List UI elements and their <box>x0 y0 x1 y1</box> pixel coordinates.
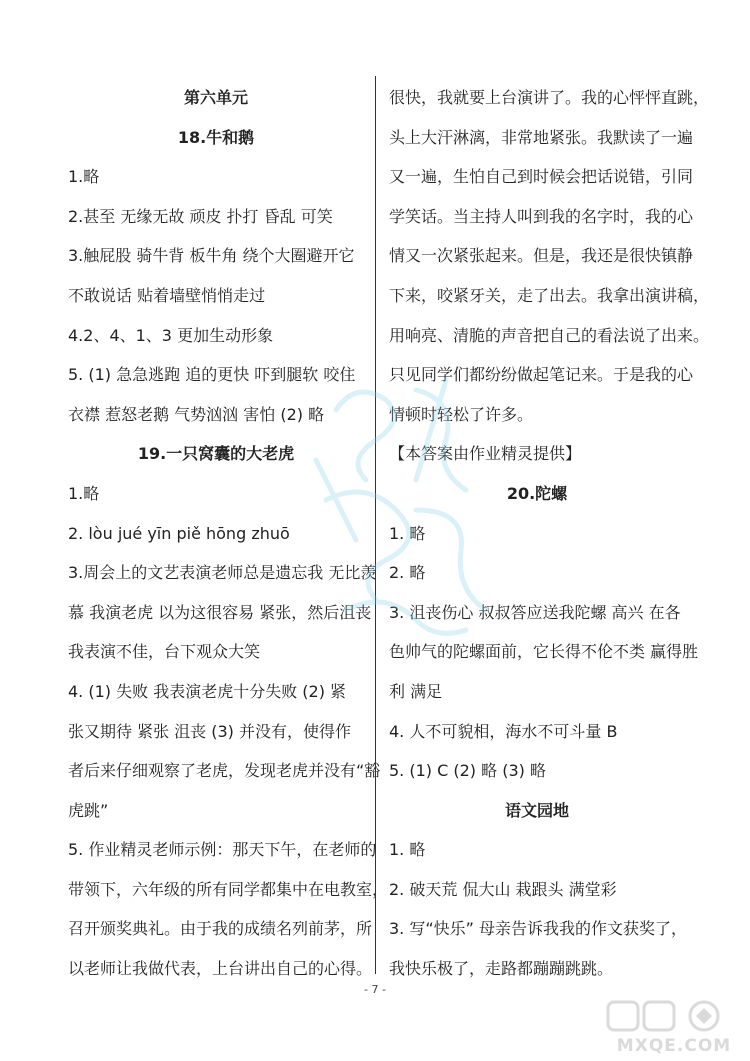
section-heading: 19.一只窝囊的大老虎 <box>137 444 295 464</box>
text-line: 下来，咬紧牙关，走了出去。我拿出演讲稿， <box>389 285 710 305</box>
text-line: 者后来仔细观察了老虎，发现老虎并没有“豁 <box>68 761 381 781</box>
text-line: 情又一次紧张起来。但是，我还是很快镇静 <box>389 246 694 266</box>
text-line: 2. lòu jué yīn piě hōng zhuō <box>68 523 290 543</box>
text-line: 虎跳” <box>68 800 109 820</box>
text-line: 用响亮、清脆的声音把自己的看法说了出来。 <box>389 325 710 345</box>
text-line: 5. (1) C (2) 略 (3) 略 <box>389 761 546 781</box>
text-line: 3.触屁股 骑牛背 板牛角 绕个大圈避开它 <box>68 246 355 266</box>
text-line: 我表演不佳，台下观众大笑 <box>68 642 261 662</box>
text-line: 2. 破天荒 侃大山 栽跟头 满堂彩 <box>389 879 617 899</box>
text-line: 以老师让我做代表，上台讲出自己的心得。 <box>68 959 373 979</box>
section-heading: 第六单元 <box>183 88 248 107</box>
text-line: 1. 略 <box>389 840 426 860</box>
section-heading: 20.陀螺 <box>506 483 568 503</box>
text-line: 4.2、4、1、3 更加生动形象 <box>68 325 274 345</box>
text-line: 【本答案由作业精灵提供】 <box>389 444 582 464</box>
text-line: 3.周会上的文艺表演老师总是遗忘我 无比羡 <box>68 563 377 583</box>
text-line: 学笑话。当主持人叫到我的名字时，我的心 <box>389 206 694 226</box>
corner-logo-icon <box>604 996 744 1036</box>
text-line: 1.略 <box>68 483 100 503</box>
text-line: 不敢说话 贴着墙壁悄悄走过 <box>68 285 266 305</box>
text-line: 很快，我就要上台演讲了。我的心怦怦直跳， <box>389 88 710 107</box>
text-line: 衣襟 惹怒老鹅 气势汹汹 害怕 (2) 略 <box>68 404 325 424</box>
text-line: 利 满足 <box>389 681 443 701</box>
text-line: 4. 人不可貌相，海水不可斗量 B <box>389 721 618 741</box>
text-line: 1.略 <box>68 167 100 187</box>
text-line: 又一遍，生怕自己到时候会把话说错，引同 <box>389 167 694 187</box>
text-line: 慕 我演老虎 以为这很容易 紧张，然后沮丧 <box>68 602 372 622</box>
text-line: 头上大汗淋漓，非常地紧张。我默读了一遍 <box>389 127 694 147</box>
text-line: 5. (1) 急急逃跑 追的更快 吓到腿软 咬住 <box>68 365 356 385</box>
section-heading: 18.牛和鹅 <box>177 127 255 147</box>
text-line: 只见同学们都纷纷做起笔记来。于是我的心 <box>389 365 694 385</box>
corner-watermark-text: MXQE.COM <box>616 1036 732 1056</box>
right-column <box>389 78 710 989</box>
text-line: 召开颁奖典礼。由于我的成绩名列前茅，所 <box>68 919 373 939</box>
page-number: - 7 - <box>364 983 386 996</box>
text-line: 情顿时轻松了许多。 <box>389 404 534 424</box>
text-line: 1. 略 <box>389 523 426 543</box>
text-line: 色帅气的陀螺面前，它长得不伦不类 赢得胜 <box>389 642 699 662</box>
text-line: 带领下，六年级的所有同学都集中在电教室， <box>68 879 389 899</box>
text-line: 3. 写“快乐” 母亲告诉我我的作文获奖了， <box>389 919 688 939</box>
text-line: 2.甚至 无缘无故 顽皮 扑打 昏乱 可笑 <box>68 206 333 226</box>
left-column <box>68 78 389 989</box>
text-line: 张又期待 紧张 沮丧 (3) 并没有，使得作 <box>68 721 352 741</box>
corner-watermark <box>604 996 744 1058</box>
text-line: 3. 沮丧伤心 叔叔答应送我陀螺 高兴 在各 <box>389 602 681 622</box>
section-heading: 语文园地 <box>504 800 569 820</box>
text-line: 2. 略 <box>389 563 426 583</box>
text-line: 4. (1) 失败 我表演老虎十分失败 (2) 紧 <box>68 681 347 701</box>
text-line: 我快乐极了，走路都蹦蹦跳跳。 <box>389 959 614 979</box>
column-divider <box>375 76 376 974</box>
text-line: 5. 作业精灵老师示例：那天下午，在老师的 <box>68 840 377 860</box>
